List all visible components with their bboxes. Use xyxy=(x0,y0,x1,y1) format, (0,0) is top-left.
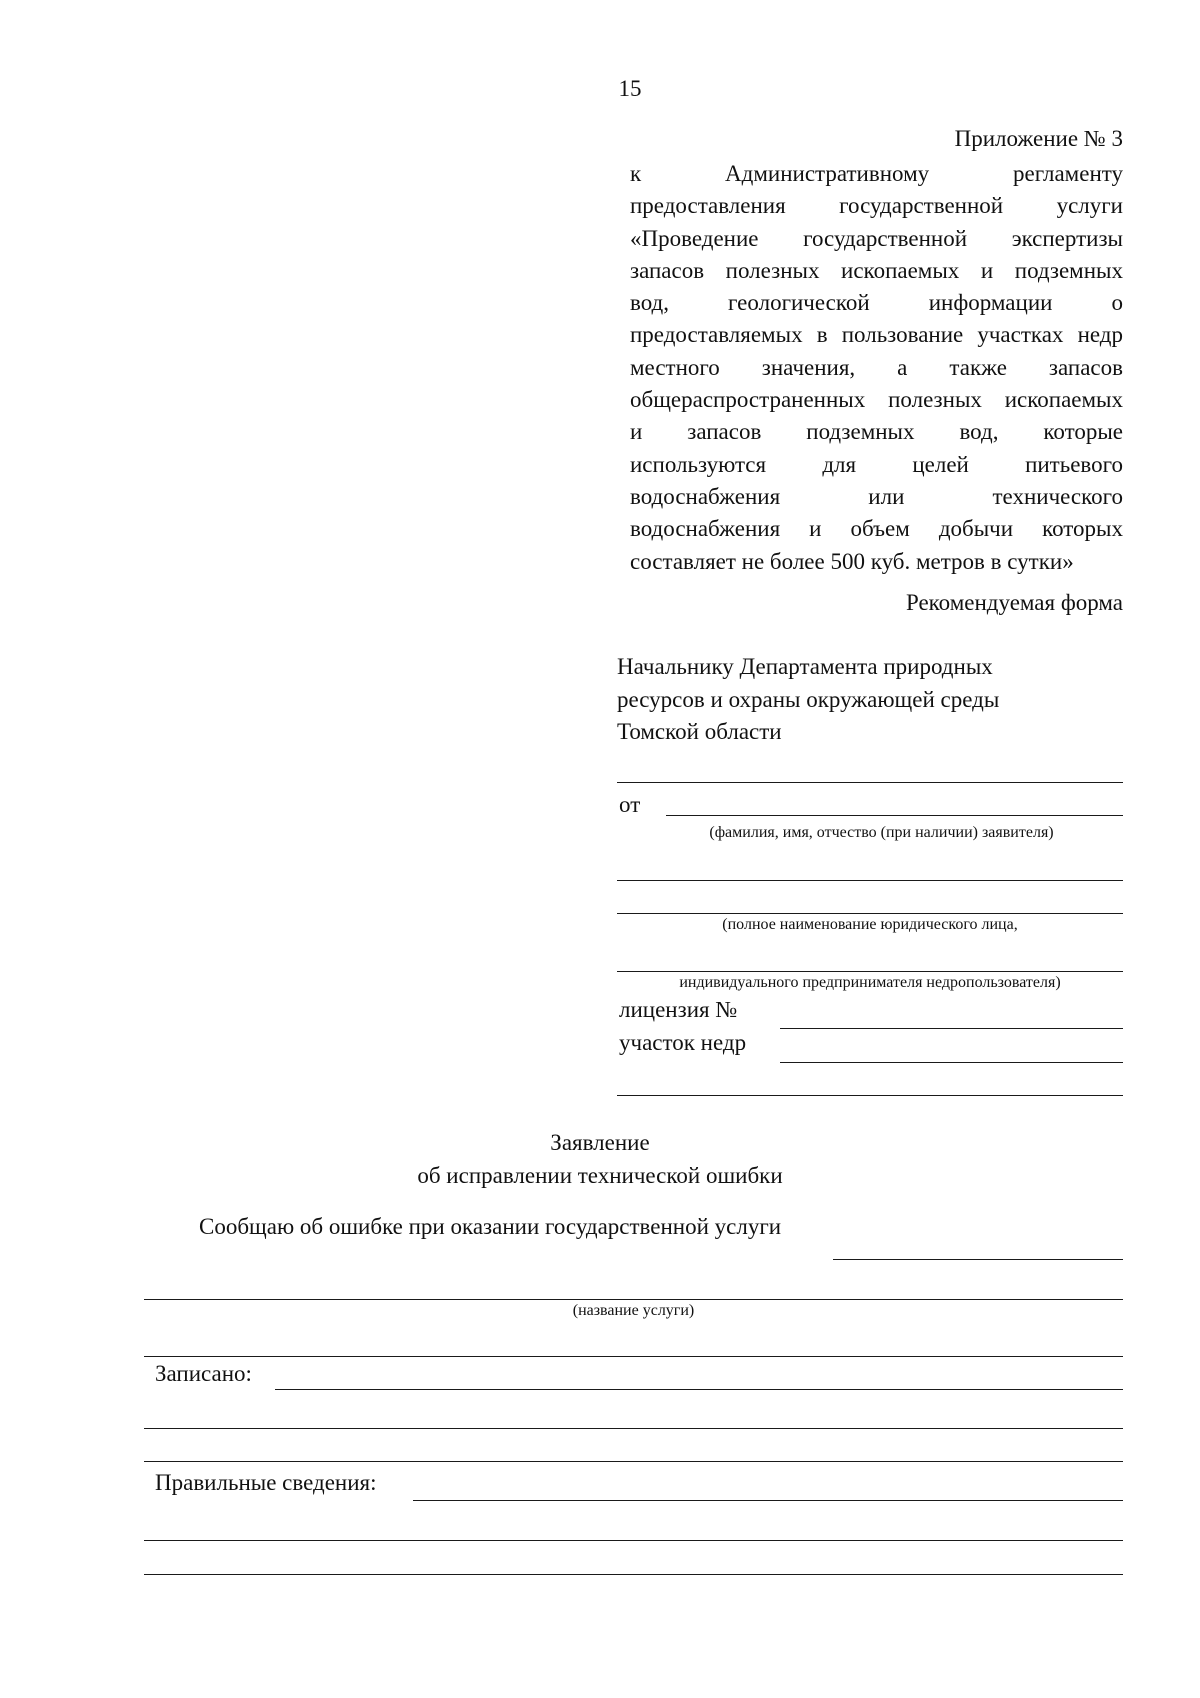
body-line-3[interactable] xyxy=(144,1461,1123,1462)
service-name-line-short[interactable] xyxy=(833,1259,1123,1260)
document-subtitle: об исправлении технической ошибки xyxy=(417,1163,783,1188)
appendix-line: составляет не более 500 куб. метров в сутки» xyxy=(630,548,1074,574)
recorded-label: Записано: xyxy=(155,1361,252,1386)
appendix-line: общераспространенных полезных ископаемых xyxy=(630,387,1123,413)
applicant-name-line[interactable] xyxy=(666,815,1123,816)
document-title: Заявление xyxy=(550,1130,650,1155)
subsoil-plot-line[interactable] xyxy=(780,1062,1123,1063)
applicant-bottom-line[interactable] xyxy=(617,1095,1123,1096)
appendix-line: водоснабжения и объем добычи которых xyxy=(630,516,1123,542)
service-name-line[interactable] xyxy=(144,1299,1123,1300)
applicant-name-caption: (фамилия, имя, отчество (при наличии) заявителя) xyxy=(709,824,1054,841)
body-line-4[interactable] xyxy=(144,1540,1123,1541)
entity-caption-1: (полное наименование юридического лица, xyxy=(722,916,1018,933)
appendix-line: запасов полезных ископаемых и подземных xyxy=(630,257,1123,283)
page-number: 15 xyxy=(618,76,642,101)
correct-info-label: Правильные сведения: xyxy=(155,1470,377,1495)
service-name-caption: (название услуги) xyxy=(572,1302,695,1319)
addressee-line: Начальнику Департамента природных xyxy=(617,654,993,679)
entity-caption-2: индивидуального предпринимателя недропользователя) xyxy=(679,974,1061,991)
entity-line-2[interactable] xyxy=(617,913,1123,914)
correct-info-line[interactable] xyxy=(413,1500,1123,1501)
recommended-form-label: Рекомендуемая форма xyxy=(905,590,1123,615)
appendix-line: водоснабжения или технического xyxy=(630,483,1123,509)
addressee-line: ресурсов и охраны окружающей среды xyxy=(617,686,1000,712)
appendix-line: используются для целей питьевого xyxy=(630,451,1123,477)
appendix-line: и запасов подземных вод, которые xyxy=(630,419,1123,445)
appendix-line: «Проведение государственной экспертизы xyxy=(630,225,1123,251)
subsoil-plot-label: участок недр xyxy=(619,1030,747,1055)
license-label: лицензия № xyxy=(619,997,738,1022)
entity-line-1[interactable] xyxy=(617,880,1123,881)
license-line[interactable] xyxy=(780,1028,1123,1029)
statement-text: Сообщаю об ошибке при оказании государственной услуги xyxy=(199,1214,782,1239)
recorded-line[interactable] xyxy=(275,1389,1123,1390)
addressee-line: Томской области xyxy=(617,719,782,744)
addressee-block xyxy=(617,651,1123,749)
entity-line-3[interactable] xyxy=(617,971,1123,972)
applicant-top-line[interactable] xyxy=(617,782,1123,783)
body-line-5[interactable] xyxy=(144,1574,1123,1575)
body-line-2[interactable] xyxy=(144,1428,1123,1429)
from-label: от xyxy=(619,792,641,817)
body-line-1[interactable] xyxy=(144,1356,1123,1357)
appendix-body xyxy=(630,158,1123,578)
appendix-line: вод, геологической информации о xyxy=(630,290,1123,316)
appendix-line: предоставляемых в пользование участках недр xyxy=(630,322,1123,348)
appendix-line: местного значения, а также запасов xyxy=(630,354,1123,380)
appendix-line: к Административному регламенту xyxy=(630,161,1123,186)
appendix-title: Приложение № 3 xyxy=(954,126,1123,151)
appendix-line: предоставления государственной услуги xyxy=(630,193,1123,219)
